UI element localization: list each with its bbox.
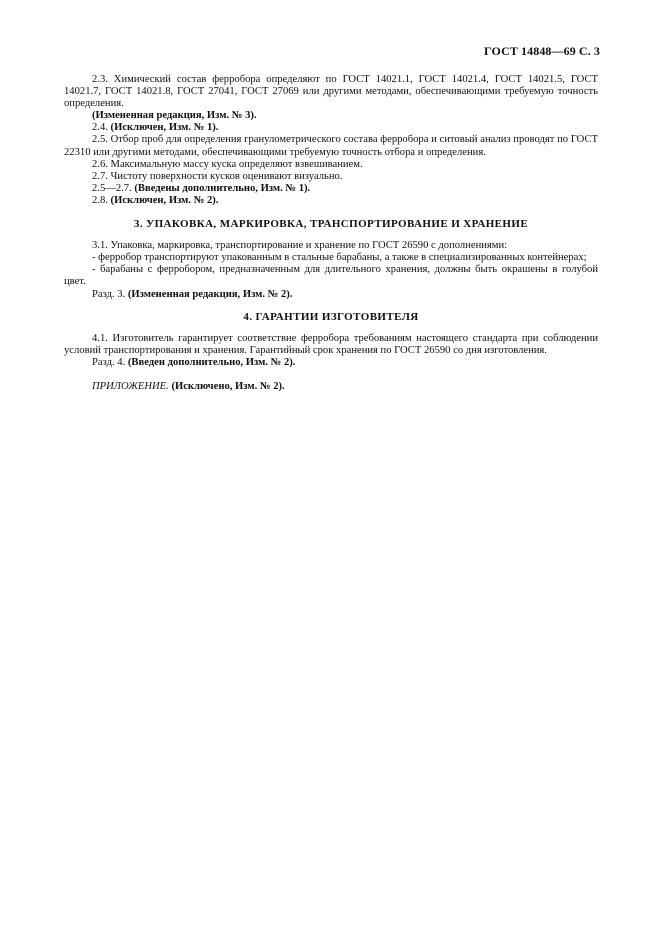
clause-2-4-amendment: (Исключен, Изм. № 1). <box>110 122 219 134</box>
section-ref: Разд. 4. <box>92 356 126 368</box>
clause-2-5-2-7-amendment: (Введены дополнительно, Изм. № 1). <box>134 182 311 194</box>
appendix-amendment: (Исключено, Изм. № 2). <box>171 380 285 392</box>
clause-2-8 <box>64 195 598 207</box>
clause-4-1: 4.1. Изготовитель гарантирует соответствие ферробора требованиям настоящего стандарта при соблюдении условий транспортирования и хранения. Гарантийный срок хранения по ГОСТ 26590 со дня изготовления. <box>64 332 598 356</box>
section-3-heading: 3. УПАКОВКА, МАРКИРОВКА, ТРАНСПОРТИРОВАНИЕ И ХРАНЕНИЕ <box>133 218 529 231</box>
section-4-amendment <box>64 357 598 369</box>
clause-3-1: 3.1. Упаковка, маркировка, транспортирование и хранение по ГОСТ 26590 с дополнениями: <box>92 240 508 252</box>
clause-2-7: 2.7. Чистоту поверхности кусков оценивают визуально. <box>92 170 343 182</box>
clause-number: 2.4. <box>92 122 108 134</box>
section-4-heading: 4. ГАРАНТИИ ИЗГОТОВИТЕЛЯ <box>243 310 419 323</box>
clause-3-1-item-1: - ферробор транспортируют упакованным в стальные барабаны, а также в специализированных контейнерах; <box>92 252 587 264</box>
section-3-amendment-note: (Измененная редакция, Изм. № 2). <box>127 288 293 300</box>
clause-2-4 <box>64 122 598 134</box>
spacer <box>64 369 598 381</box>
appendix-note <box>64 381 598 393</box>
clause-2-5: 2.5. Отбор проб для определения гранулометрического состава ферробора и ситовый анализ проводят по ГОСТ 22310 или другими методами, обеспечивающими требуемую точность отбора и определения. <box>64 134 598 158</box>
clause-3-1-item-2: - барабаны с ферробором, предназначенным для длительного хранения, должны быть окрашены в голубой цвет. <box>64 264 598 288</box>
clause-2-3-amendment: (Измененная редакция, Изм. № 3). <box>92 110 257 122</box>
clause-2-8-amendment: (Исключен, Изм. № 2). <box>110 194 219 206</box>
appendix-label: ПРИЛОЖЕНИЕ. <box>92 380 169 392</box>
page-header: ГОСТ 14848—69 С. 3 <box>484 44 600 58</box>
section-3-amendment <box>64 289 598 301</box>
clause-number: 2.5—2.7. <box>92 182 132 194</box>
clause-2-3: 2.3. Химический состав ферробора определяют по ГОСТ 14021.1, ГОСТ 14021.4, ГОСТ 14021.5, ГОСТ 14021.7, ГОСТ 14021.8, ГОСТ 27041, ГОСТ 27069 или другими методами, обеспечивающими требуемую точность определения. <box>64 74 598 110</box>
section-4-amendment-note: (Введен дополнительно, Изм. № 2). <box>127 356 296 368</box>
document-body <box>64 74 598 393</box>
clause-2-5-2-7 <box>64 183 598 195</box>
section-ref: Разд. 3. <box>92 288 126 300</box>
clause-2-6: 2.6. Максимальную массу куска определяют взвешиванием. <box>92 158 363 170</box>
clause-number: 2.8. <box>92 194 108 206</box>
